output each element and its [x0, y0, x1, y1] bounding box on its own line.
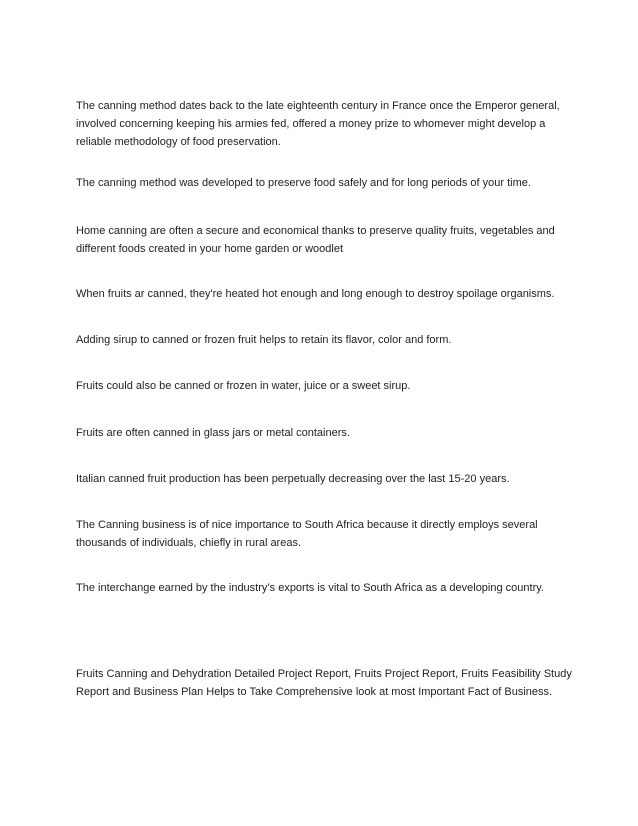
paragraph-canning-purpose: The canning method was developed to preserve food safely and for long periods of your time. [76, 177, 531, 189]
paragraph-project-report: Fruits Canning and Dehydration Detailed Project Report, Fruits Project Report, Fruits Feasibility Study Report and Business Plan Helps to Take Comprehensive look at most Important Fact of Business. [76, 668, 572, 698]
paragraph-containers: Fruits are often canned in glass jars or metal containers. [76, 427, 350, 439]
paragraph-heating: When fruits ar canned, they're heated hot enough and long enough to destroy spoilage organisms. [76, 288, 555, 300]
paragraph-exports: The interchange earned by the industry’s exports is vital to South Africa as a developing country. [76, 582, 544, 594]
paragraph-south-africa-business: The Canning business is of nice importance to South Africa because it directly employs several thousands of individuals, chiefly in rural areas. [76, 519, 538, 549]
paragraph-canning-history: The canning method dates back to the late eighteenth century in France once the Emperor general, involved concerning keeping his armies fed, offered a money prize to whomever might develop a reliable methodology of food preservation. [76, 100, 560, 148]
paragraph-home-canning: Home canning are often a secure and economical thanks to preserve quality fruits, vegetables and different foods created in your home garden or woodlet [76, 225, 555, 255]
paragraph-liquids: Fruits could also be canned or frozen in water, juice or a sweet sirup. [76, 380, 411, 392]
paragraph-italian-production: Italian canned fruit production has been perpetually decreasing over the last 15-20 years. [76, 473, 510, 485]
paragraph-sirup: Adding sirup to canned or frozen fruit helps to retain its flavor, color and form. [76, 334, 452, 346]
